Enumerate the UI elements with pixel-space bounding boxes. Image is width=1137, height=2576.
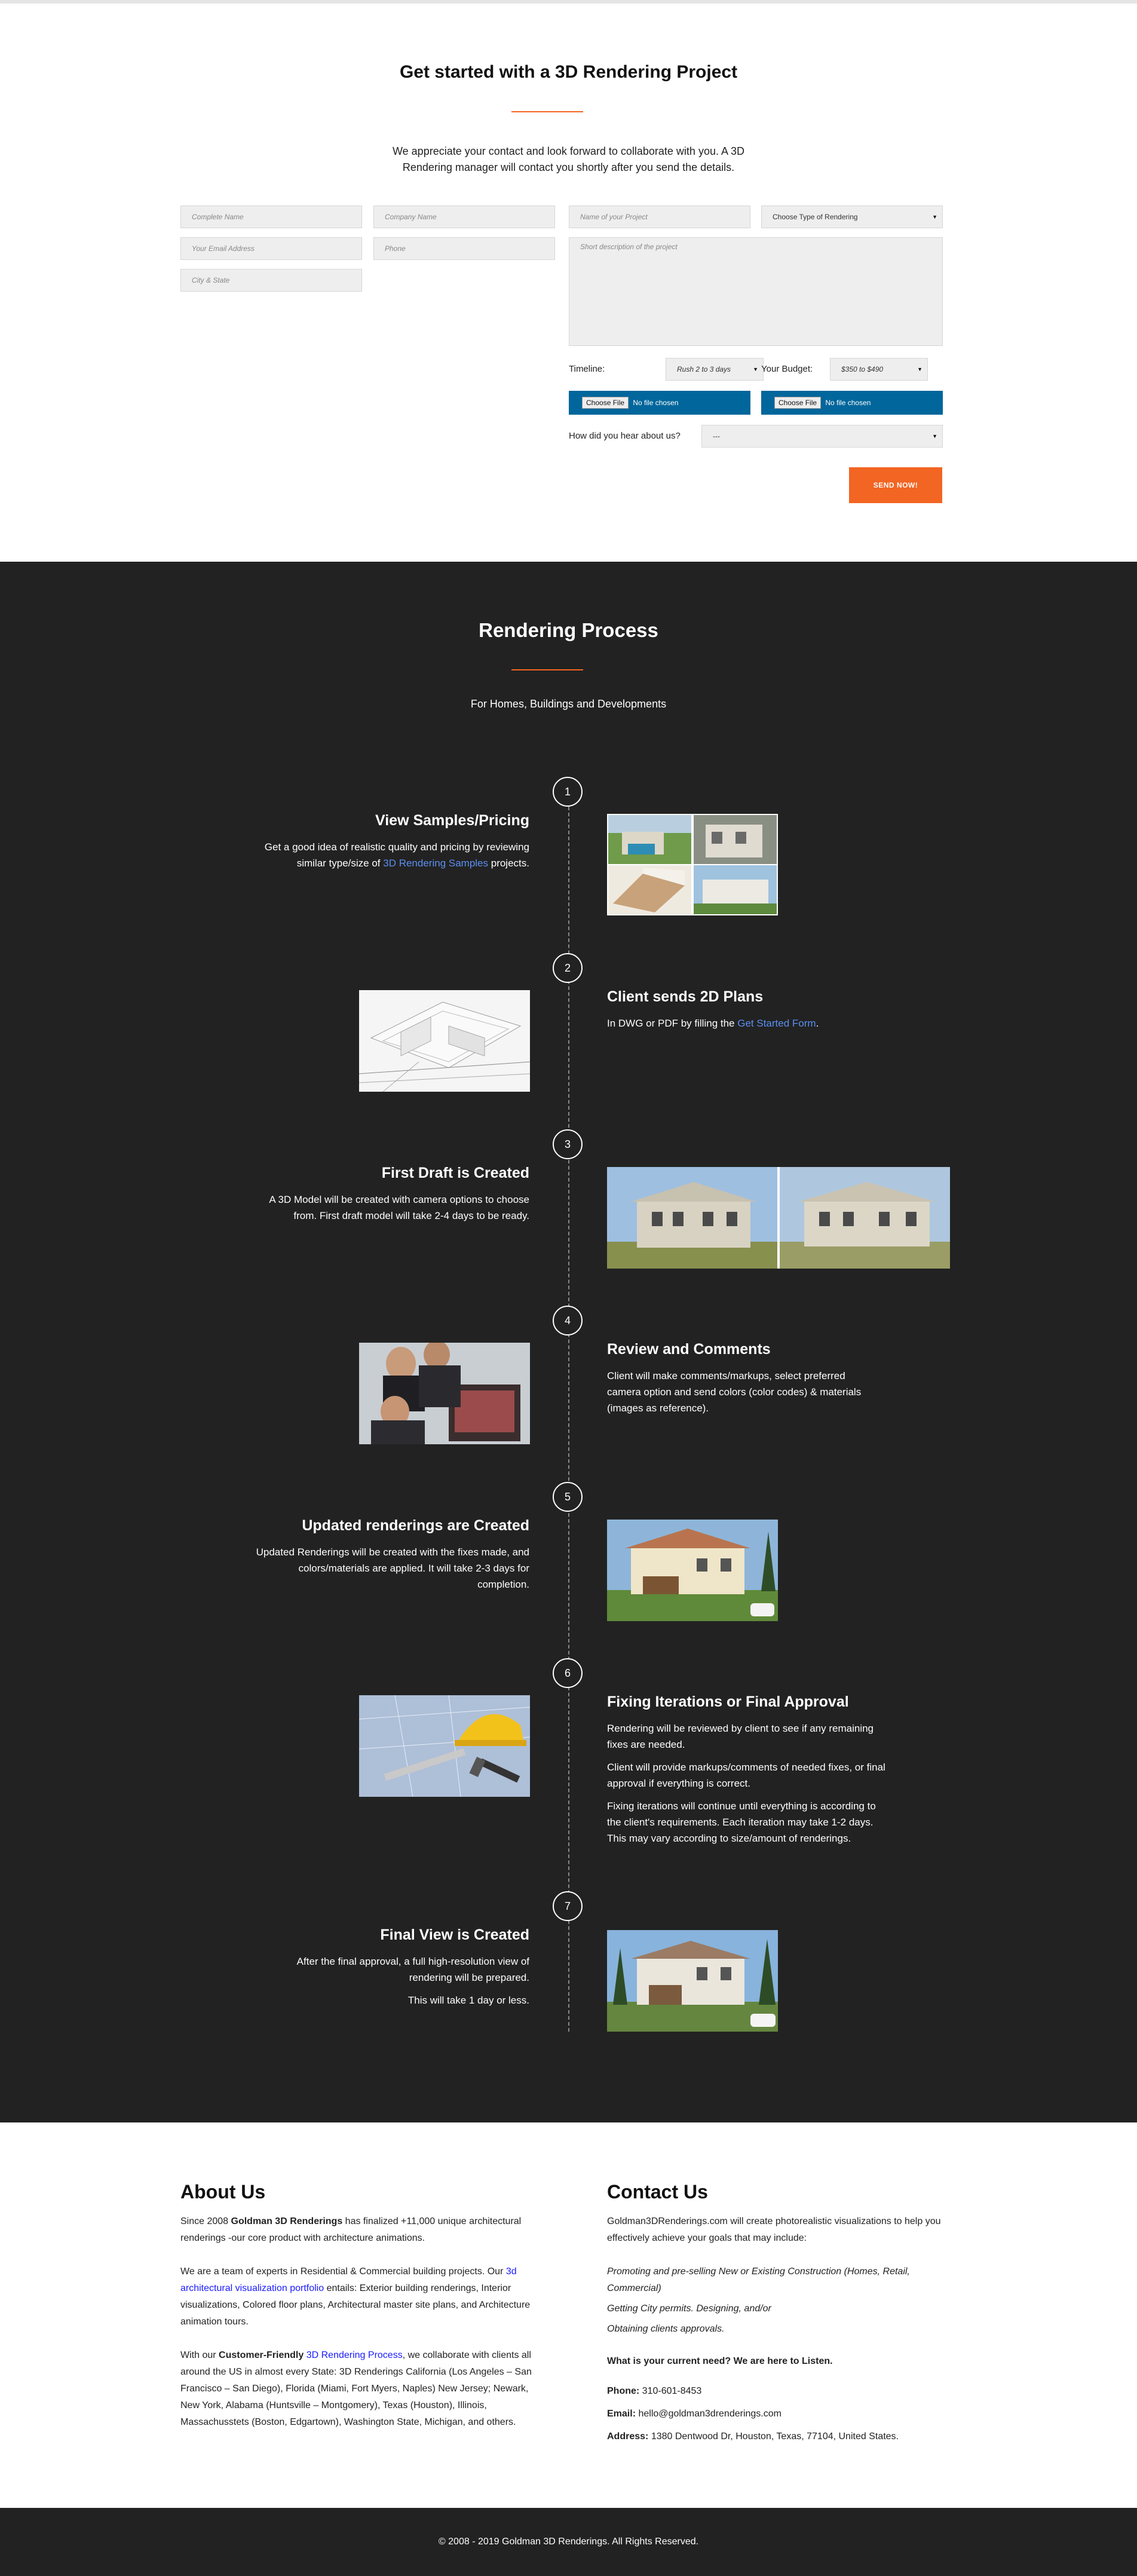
- contact-email: Email: hello@goldman3drenderings.com: [607, 2409, 782, 2419]
- step-number-5: 5: [553, 1482, 583, 1512]
- footer: [0, 2508, 1137, 2576]
- samples-collage-image: [607, 814, 778, 915]
- phone-link[interactable]: 310-601-8453: [642, 2386, 702, 2396]
- step-7-paragraph-1: After the final approval, a full high-resolution view of rendering will be prepared.: [296, 1956, 529, 1983]
- process-link[interactable]: 3D Rendering Process: [306, 2350, 403, 2360]
- samples-link[interactable]: 3D Rendering Samples: [383, 857, 489, 869]
- contact-goal-3: Obtaining clients approvals.: [607, 2324, 725, 2334]
- step-title-3: First Draft is Created: [381, 1165, 529, 1181]
- get-started-form-section: [0, 4, 1137, 562]
- contact-title: Contact Us: [607, 2181, 708, 2203]
- step-6-paragraph-2: Client will provide markups/comments of needed fixes, or final approval if everything is correct.: [607, 1762, 885, 1789]
- step-text-1: Get a good idea of realistic quality and pricing by reviewing similar type/size of 3D Rendering Samples projects.: [264, 841, 529, 869]
- step-number-4: 4: [553, 1306, 583, 1336]
- company-name-input[interactable]: Company Name: [373, 206, 555, 228]
- step-number-1: 1: [553, 777, 583, 807]
- step-title-7: Final View is Created: [380, 1926, 529, 1943]
- final-view-image: [607, 1930, 778, 2032]
- email-input[interactable]: Your Email Address: [180, 237, 362, 260]
- timeline-value: Rush 2 to 3 days: [677, 365, 731, 373]
- step-text-3: A 3D Model will be created with camera options to choose from. First draft model will take 2-4 days to be ready.: [269, 1194, 529, 1221]
- step-text-5: Updated Renderings will be created with the fixes made, and colors/materials are applied. It will take 2-3 days for completion.: [256, 1546, 529, 1590]
- file-upload-2[interactable]: [761, 391, 943, 415]
- timeline-label: Timeline:: [569, 364, 605, 374]
- contact-phone: Phone: 310-601-8453: [607, 2386, 702, 2396]
- choose-file-button-1[interactable]: Choose File: [582, 397, 629, 409]
- hear-about-value: ---: [713, 432, 720, 440]
- email-link[interactable]: hello@goldman3drenderings.com: [638, 2409, 782, 2419]
- choose-file-button-2[interactable]: Choose File: [774, 397, 821, 409]
- contact-text: [607, 2213, 960, 2445]
- about-contact-section: [0, 2122, 1137, 2508]
- step-7-paragraph-2: This will take 1 day or less.: [407, 1995, 529, 2006]
- project-name-input[interactable]: Name of your Project: [569, 206, 750, 228]
- about-paragraph-1: Since 2008 Goldman 3D Renderings has finalized +11,000 unique architectural renderings -our core product with architecture animations.: [180, 2216, 522, 2243]
- chevron-down-icon: ▼: [932, 214, 937, 220]
- form-intro: We appreciate your contact and look forward to collaborate with you. A 3D Rendering manager will contact you shortly after you send the details.: [393, 145, 744, 173]
- rendering-type-select[interactable]: [761, 206, 943, 228]
- step-number-3: 3: [553, 1129, 583, 1159]
- step-text-2: In DWG or PDF by filling the Get Started Form.: [607, 1018, 819, 1029]
- city-state-input[interactable]: City & State: [180, 269, 362, 292]
- hear-about-select[interactable]: [701, 425, 943, 448]
- process-title: Rendering Process: [479, 619, 658, 641]
- file-status-1: No file chosen: [633, 399, 679, 407]
- first-draft-images: [607, 1167, 950, 1269]
- contact-intro: Goldman3DRenderings.com will create photorealistic visualizations to help you effectively achieve your goals that may include:: [607, 2216, 941, 2243]
- file-upload-1[interactable]: [569, 391, 750, 415]
- contact-address: Address: 1380 Dentwood Dr, Houston, Texas, 77104, United States.: [607, 2431, 899, 2442]
- step-title-1: View Samples/Pricing: [375, 812, 529, 829]
- contact-question: What is your current need? We are here to Listen.: [607, 2356, 833, 2366]
- complete-name-input[interactable]: Complete Name: [180, 206, 362, 228]
- title-divider: [511, 111, 583, 112]
- step-number-2: 2: [553, 953, 583, 983]
- chevron-down-icon: ▼: [932, 433, 937, 439]
- chevron-down-icon: ▼: [753, 366, 758, 372]
- send-now-button[interactable]: SEND NOW!: [849, 467, 942, 503]
- review-meeting-image: [359, 1343, 530, 1444]
- contact-goal-1: Promoting and pre-selling New or Existing Construction (Homes, Retail, Commercial): [607, 2266, 910, 2293]
- step-title-5: Updated renderings are Created: [302, 1517, 529, 1534]
- form-title: Get started with a 3D Rendering Project: [399, 62, 738, 82]
- step-text-6: [607, 1720, 888, 1853]
- step-title-2: Client sends 2D Plans: [607, 988, 764, 1005]
- portfolio-link[interactable]: 3d architectural visualization portfolio: [180, 2266, 517, 2293]
- chevron-down-icon: ▼: [917, 366, 923, 372]
- process-divider: [511, 669, 583, 670]
- step-text-7: [261, 1953, 529, 2015]
- about-title: About Us: [180, 2181, 266, 2203]
- rendering-process-section: [0, 562, 1137, 2122]
- tools-blueprint-image: [359, 1695, 530, 1797]
- description-textarea[interactable]: Short description of the project: [569, 237, 943, 346]
- budget-label: Your Budget:: [761, 364, 813, 374]
- process-subtitle: For Homes, Buildings and Developments: [470, 698, 667, 710]
- phone-input[interactable]: Phone: [373, 237, 555, 260]
- budget-value: $350 to $490: [841, 365, 884, 373]
- about-paragraph-2: We are a team of experts in Residential & Commercial building projects. Our 3d architectural visualization portfolio entails: Exterior building renderings, Interior visualizations, Colored floor plans, Architectural master site plans, and Architecture animation tours.: [180, 2266, 531, 2327]
- step-number-6: 6: [553, 1658, 583, 1688]
- copyright-text: © 2008 - 2019 Goldman 3D Renderings. All Rights Reserved.: [438, 2537, 699, 2547]
- contact-goal-2: Getting City permits. Designing, and/or: [607, 2304, 771, 2314]
- file-status-2: No file chosen: [825, 399, 871, 407]
- step-number-7: 7: [553, 1891, 583, 1921]
- budget-select[interactable]: [830, 358, 928, 381]
- step-text-4: Client will make comments/markups, select preferred camera option and send colors (color codes) & materials (images as reference).: [607, 1370, 862, 1414]
- step-6-paragraph-3: Fixing iterations will continue until everything is according to the client's requirements. Each iteration may take 1-2 days. This may vary according to size/amount of renderings.: [607, 1800, 876, 1844]
- about-paragraph-3: With our Customer-Friendly 3D Rendering Process, we collaborate with clients all around the US in almost every State: 3D Renderings California (Los Angeles – San Francisco – San Diego), Florida (Miami, Fort Myers, Naples) New Jersey; Newark, New York, Alabama (Huntsville – Montgomery), Texas (Houston), Illinois, Massachusstets (Boston, Edgartown), Washington State, Michigan, and others.: [180, 2350, 532, 2427]
- step-title-6: Fixing Iterations or Final Approval: [607, 1693, 849, 1710]
- step-title-4: Review and Comments: [607, 1341, 771, 1358]
- rendering-type-value: Choose Type of Rendering: [773, 213, 858, 221]
- hear-about-label: How did you hear about us?: [569, 431, 681, 441]
- 2d-plans-image: [359, 990, 530, 1092]
- timeline-select[interactable]: [666, 358, 764, 381]
- about-text: [180, 2213, 533, 2448]
- get-started-form-link[interactable]: Get Started Form: [737, 1018, 816, 1029]
- step-6-paragraph-1: Rendering will be reviewed by client to see if any remaining fixes are needed.: [607, 1723, 874, 1750]
- updated-rendering-image: [607, 1520, 778, 1621]
